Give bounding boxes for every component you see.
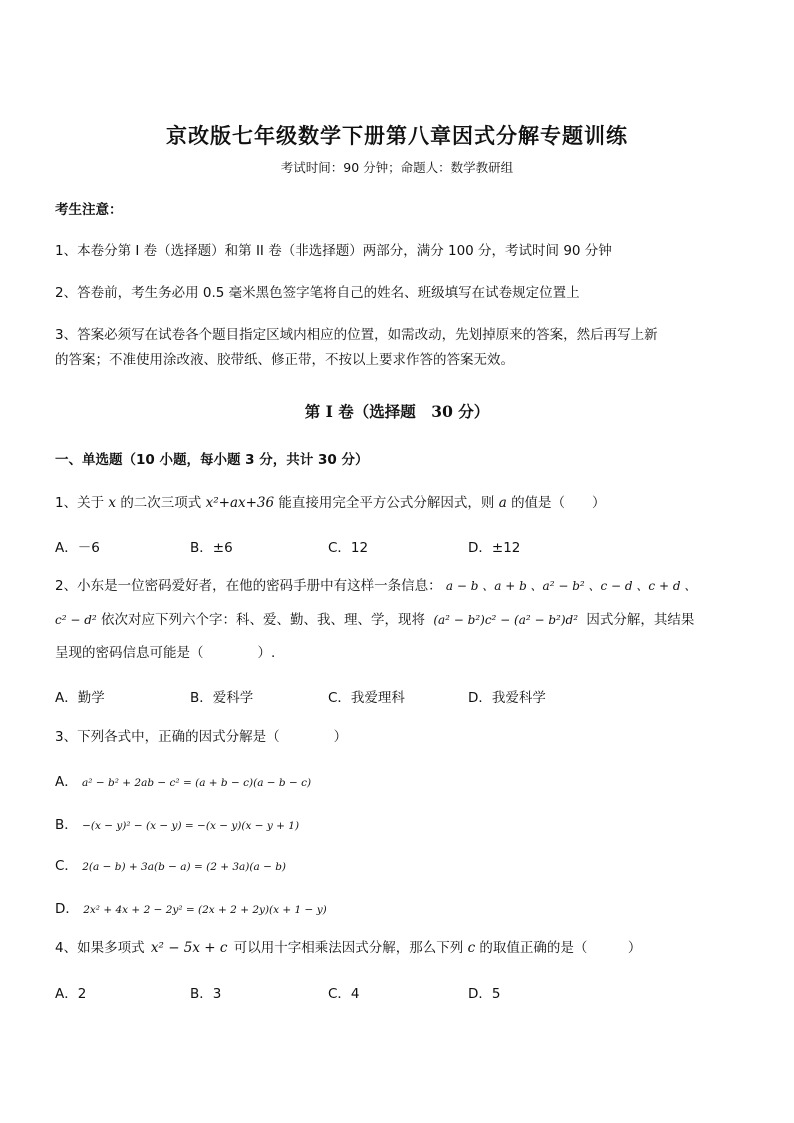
q4-option-a[interactable]: A．2 xyxy=(55,986,87,1002)
q2-line1-text: 2、小东是一位密码爱好者，在他的密码手册中有这样一条信息： xyxy=(55,578,442,594)
q3-option-d-expression: 2x² + 4x + 2 − 2y² = (2x + 2 + 2y)(x + 1 − y) xyxy=(83,904,327,916)
q1-mid: 的二次三项式 xyxy=(120,495,202,511)
q1-option-b[interactable]: B．±6 xyxy=(190,540,233,556)
q4-expression: x² − 5x + c xyxy=(150,940,228,956)
q3-option-c-label: C． xyxy=(55,858,78,874)
q1-var-a: a xyxy=(498,495,507,511)
q1-suffix: 能直接用完全平方公式分解因式，则 xyxy=(278,495,495,511)
notice-item-3-line-1: 3、答案必须写在试卷各个题目指定区域内相应的位置，如需改动，先划掉原来的答案，然后再写上新 xyxy=(55,327,658,343)
q3-option-c[interactable] xyxy=(55,854,286,874)
q2-option-a[interactable]: A．勤学 xyxy=(55,690,105,706)
q2-option-d[interactable]: D．我爱科学 xyxy=(468,690,546,706)
q1-var-x: x xyxy=(108,495,117,511)
q4-prefix: 4、如果多项式 xyxy=(55,940,145,956)
q3-option-a-label: A． xyxy=(55,774,78,790)
q4-end: 的取值正确的是（ ） xyxy=(479,940,642,956)
q3-option-a-expression: a² − b² + 2ab − c² = (a + b − c)(a − b − c) xyxy=(82,777,312,789)
q2-line2-text: 依次对应下列六个字：科、爱、勤、我、理、学，现将 xyxy=(101,612,426,628)
page-title: 京改版七年级数学下册第八章因式分解专题训练 xyxy=(166,123,628,148)
q2-option-c[interactable]: C．我爱理科 xyxy=(328,690,405,706)
q1-option-d[interactable]: D．±12 xyxy=(468,540,521,556)
q3-option-b-expression: −(x − y)² − (x − y) = −(x − y)(x − y + 1) xyxy=(82,820,300,832)
q4-option-c[interactable]: C．4 xyxy=(328,986,360,1002)
q3-option-a[interactable] xyxy=(55,770,311,790)
question-3-stem: 3、下列各式中，正确的因式分解是（ ） xyxy=(55,729,348,745)
notice-heading: 考生注意： xyxy=(55,202,123,218)
q3-option-b-label: B． xyxy=(55,817,78,833)
notice-item-1: 1、本卷分第 I 卷（选择题）和第 II 卷（非选择题）两部分，满分 100 分，考试时间 90 分钟 xyxy=(55,243,612,259)
question-4-stem xyxy=(55,938,641,958)
q4-option-b[interactable]: B．3 xyxy=(190,986,222,1002)
notice-item-3-line-2: 的答案；不准使用涂改液、胶带纸、修正带，不按以上要求作答的答案无效。 xyxy=(55,352,514,368)
q2-line2-end: 因式分解，其结果 xyxy=(586,612,695,628)
q1-end: 的值是（ ） xyxy=(511,495,606,511)
q3-option-d-label: D． xyxy=(55,901,79,917)
question-2-line-1 xyxy=(55,576,696,596)
question-1-stem xyxy=(55,493,606,513)
q3-option-d[interactable] xyxy=(55,897,327,917)
question-2-line-3: 呈现的密码信息可能是（ ）. xyxy=(55,645,276,661)
q2-option-b[interactable]: B．爱科学 xyxy=(190,690,254,706)
q1-option-c[interactable]: C．12 xyxy=(328,540,369,556)
q1-option-a[interactable]: A．－6 xyxy=(55,540,100,556)
q2-line2-expression: c² − d² xyxy=(55,613,97,627)
q2-line1-expressions: a − b 、a + b 、a² − b² 、c − d 、c + d 、 xyxy=(445,579,697,593)
q4-option-d[interactable]: D．5 xyxy=(468,986,501,1002)
q3-option-c-expression: 2(a − b) + 3a(b − a) = (2 + 3a)(a − b) xyxy=(82,861,287,873)
exam-info: 考试时间：90 分钟；命题人：数学教研组 xyxy=(280,160,514,175)
section-title: 第 I 卷（选择题 30 分） xyxy=(304,402,490,421)
q1-prefix: 1、关于 xyxy=(55,495,105,511)
notice-item-2: 2、答卷前，考生务必用 0.5 毫米黑色签字笔将自己的姓名、班级填写在试卷规定位置上 xyxy=(55,285,580,301)
q3-option-b[interactable] xyxy=(55,813,299,833)
q1-expression: x²+ax+36 xyxy=(205,495,275,511)
part-heading: 一、单选题（10 小题，每小题 3 分，共计 30 分） xyxy=(55,452,369,468)
q2-formula: (a² − b²)c² − (a² − b²)d² xyxy=(433,613,579,627)
question-2-line-2 xyxy=(55,610,694,630)
q4-var-c: c xyxy=(467,940,476,956)
q4-mid: 可以用十字相乘法因式分解，那么下列 xyxy=(233,940,464,956)
